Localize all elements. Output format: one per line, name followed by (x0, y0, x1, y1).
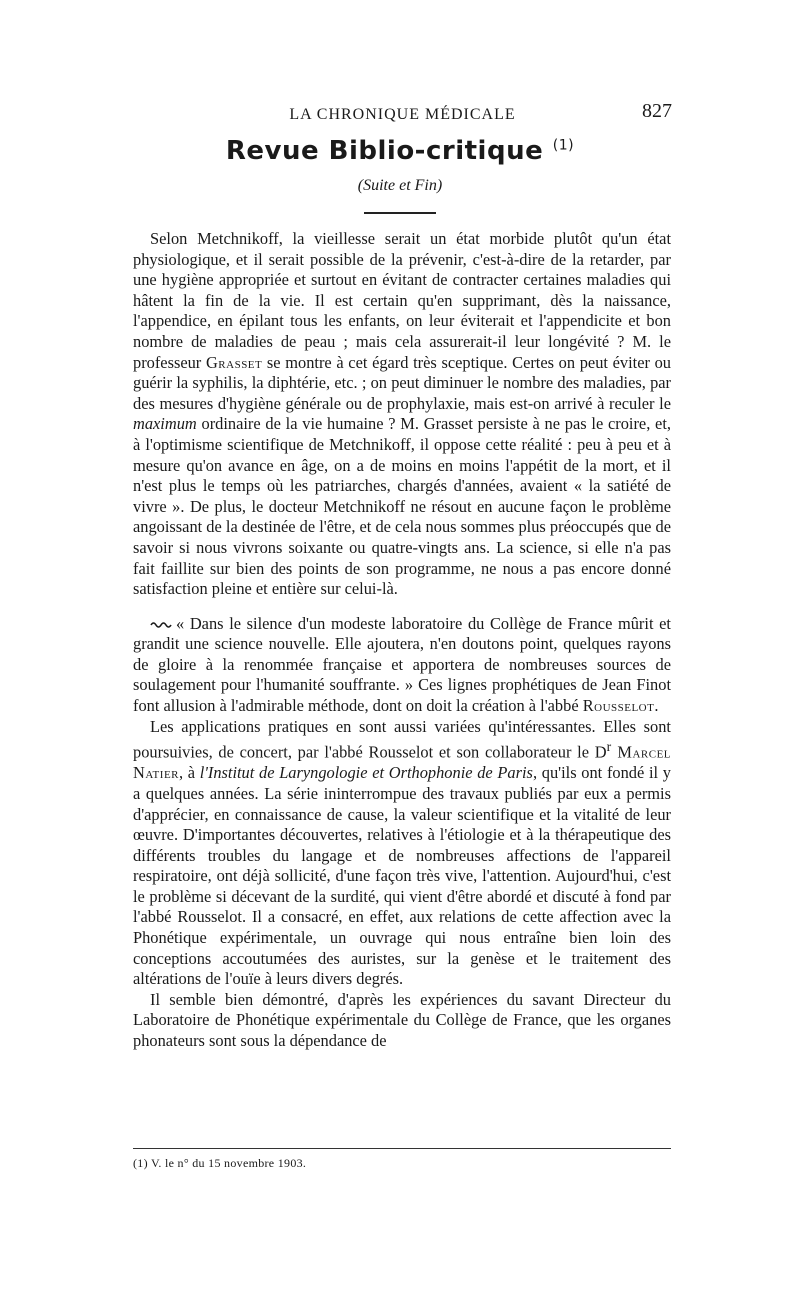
paragraph-phonateurs (133, 990, 671, 1052)
running-header (133, 100, 672, 128)
footnote-divider (133, 1148, 671, 1149)
author-name-natier: Marcel Natier (133, 742, 672, 783)
title-footnote-marker: (1) (552, 137, 575, 154)
running-title: LA CHRONIQUE MÉDICALE (289, 106, 516, 123)
article-body (133, 229, 671, 1052)
text-run: , qu'ils ont fondé il y a quelques années. La série ininterrompue des travaux publiés par eux a permis d'apprécier, en connaissance de cause, la valeur scientifique et la vitalité de leur œuvre. D'importantes découvertes, relatives à l'étiologie et à la thérapeutique des différents troubles du langage et de nombreuses affections de l'appareil respiratoire, ont déjà sollicité, d'une façon très vive, l'attention. Aujourd'hui, c'est le problème si décevant de la surdité, qui vient d'être abordé et discuté à fond par l'abbé Rousselot. Il a consacré, en effet, aux relations de cette affection avec la Phonétique expérimentale, un ouvrage qui nous entraîne bien loin des conceptions accoutumées des auristes, sur la genèse et le traitement des altérations de l'ouïe à leurs divers degrés. (133, 763, 671, 989)
paragraph-college-de-france (133, 614, 671, 717)
author-name-rousselot: Rousselot (582, 696, 655, 716)
title-divider (364, 212, 436, 214)
doctor-abbrev-superscript: r (606, 739, 612, 755)
text-run: ordinaire de la vie humaine ? M. Grasset persiste à ne pas le croire, et, à l'optimisme scientifique de Metchnikoff, il oppose cette réalité : peu à peu et à mesure qu'on avance en âge, on a de moins en moins l'appétit de la mort, et il n'est plus le temps où les patriarches, chargés d'années, avaient « la satiété de vivre ». De plus, le docteur Metchnikoff ne résout en aucune façon le problème angoissant de la destinée de l'être, et de cela nous sommes plus préoccupés que de savoir si nous vivrons soixante ou quatre-vingts ans. La science, si elle n'a pas fait faillite sur bien des points de son programme, ne nous a pas encore donné satisfaction pleine et entière sur celui-là. (133, 414, 671, 599)
emphasis-maximum: maximum (133, 414, 197, 434)
article-title (133, 136, 667, 166)
wavy-ornament-icon (150, 621, 172, 629)
text-run: , à (179, 763, 200, 783)
paragraph-metchnikoff (133, 229, 671, 600)
text-run: Il semble bien démontré, d'après les expériences du savant Directeur du Laboratoire de Phonétique expérimentale du Collège de France, que les organes phonateurs sont sous la dépendance de (133, 989, 671, 1051)
institute-name: l'Institut de Laryngologie et Orthophonie de Paris (199, 763, 533, 783)
text-run: . (654, 696, 659, 716)
article-title-text: Revue Biblio-critique (225, 136, 544, 166)
text-run: « Dans le silence d'un modeste laboratoire du Collège de France mûrit et grandit une science nouvelle. Elle ajoutera, n'en doutons point, quelques rayons de gloire à la renommée française et apportera de nombreuses sources de soulagement pour l'humanité souffrante. » Ces lignes prophétiques de Jean Finot font allusion à l'admirable méthode, dont on doit la création à l'abbé (133, 613, 671, 716)
text-run: Selon Metchnikoff, la vieillesse serait un état morbide plutôt qu'un état physiologique, et il serait possible de la prévenir, c'est-à-dire de la retarder, par une hygiène appropriée et surtout en évitant de contracter certaines maladies qui hâtent la fin de la vie. Il est certain qu'en supprimant, dès la naissance, l'appendice, en épilant tous les enfants, on leur éviterait et l'appendicite et bon nombre de maladies de peau ; mais cela assurerait-il leur longévité ? M. le professeur (133, 229, 671, 372)
text-run: Les applications pratiques en sont aussi variées qu'intéressantes. Elles sont poursuivies, de concert, par l'abbé Rousselot et son collaborateur le D (133, 716, 671, 762)
page-number: 827 (642, 100, 672, 122)
author-name-grasset: Grasset (205, 352, 263, 372)
paragraph-applications (133, 717, 671, 990)
footnote: (1) V. le n° du 15 novembre 1903. (133, 1156, 307, 1170)
text-run: se montre à cet égard très sceptique. Certes on peut éviter ou guérir la syphilis, la diphtérie, etc. ; on peut diminuer le nombre des maladies, par des mesures d'hygiène générale ou de prophylaxie, mais est-on arrivé à reculer le (133, 352, 672, 413)
article-subtitle: (Suite et Fin) (357, 177, 443, 194)
